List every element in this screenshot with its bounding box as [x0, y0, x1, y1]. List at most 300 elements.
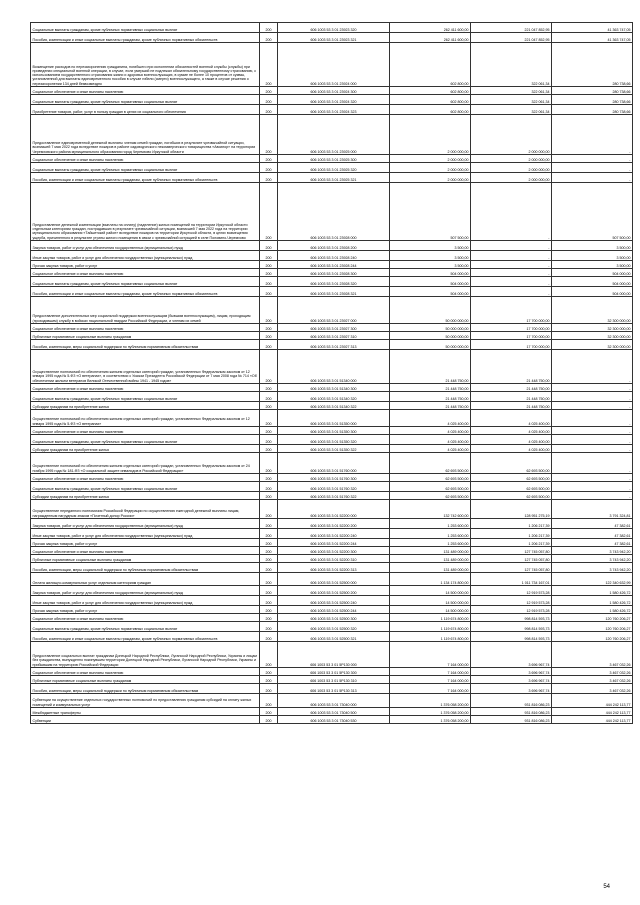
row-code: 200	[260, 586, 278, 596]
row-remainder: -	[552, 410, 633, 427]
row-executed: 4 025 400,00	[471, 435, 552, 445]
row-name: Субвенции на осуществление отдельных государственных полномочий по предоставлению гражданам субсидий на оплату жилых помещений и коммунальных услуг	[31, 694, 260, 708]
row-executed: -	[471, 277, 552, 287]
row-code: 200	[260, 241, 278, 251]
row-approved: 4 025 400,00	[390, 445, 471, 453]
row-remainder: 1 580 426,72	[552, 606, 633, 614]
row-name: Пособия, компенсации, меры социальной поддержки по публичным нормативным обязательствам	[31, 563, 260, 573]
row-name: Осуществление переданного полномочия Российской Федерации по осуществлению ежегодной денежной выплаты лицам, награжденным нагрудным знаком «Почетный донор России»	[31, 500, 260, 519]
table-row	[31, 606, 633, 614]
row-remainder: 3 743 942,20	[552, 547, 633, 555]
row-code: 200	[260, 410, 278, 427]
table-row	[31, 95, 633, 105]
row-name: Субсидии гражданам на приобретение жилья	[31, 445, 260, 453]
table-row	[31, 716, 633, 724]
row-code: 200	[260, 632, 278, 642]
row-executed: 1 011 734 167,01	[471, 573, 552, 586]
row-kbk: 606 1003 53 3 01 23928 200	[278, 241, 390, 251]
row-code: 200	[260, 676, 278, 684]
row-remainder: 3 467 032,26	[552, 668, 633, 676]
row-remainder: -	[552, 453, 633, 474]
table-row	[31, 453, 633, 474]
row-kbk: 606 1003 53 3 01 51760 320	[278, 482, 390, 492]
row-code: 200	[260, 573, 278, 586]
row-name: Социальное обеспечение и иные выплаты населению	[31, 668, 260, 676]
row-approved: 602 800,00	[390, 95, 471, 105]
table-row	[31, 392, 633, 402]
row-kbk: 606 1003 53 3 01 52500 200	[278, 586, 390, 596]
row-executed: 2 000 000,00	[471, 163, 552, 173]
row-remainder: 504 000,00	[552, 277, 633, 287]
row-kbk: 606 1003 53 3 01 23928 000	[278, 183, 390, 241]
row-kbk: 606 1003 53 3 01 52500 244	[278, 606, 390, 614]
row-remainder: 280 738,66	[552, 105, 633, 115]
table-row	[31, 384, 633, 392]
table-row	[31, 668, 633, 676]
row-code: 200	[260, 492, 278, 500]
row-code: 200	[260, 43, 278, 87]
row-kbk: 606 1003 53 3 01 52200 313	[278, 563, 390, 573]
table-row	[31, 155, 633, 163]
row-name: Возмещение расходов по перезахоронению гражданина, погибшего при исполнении обязанностей военной службы (службы) при проведении специальной военной операции, в случае, если умерший не подлежал обязательному государственному страхованию, с использованием государственного страхования жизни и здоровья военнослужащих, в сумме не более 10 процентов от суммы, установленной для выплаты единовременного пособия в случае гибели (смерти) военнослужащего, а также в случае решения о перезахоронении 134 дней безвозмездно	[31, 43, 260, 87]
row-name: Социальные выплаты гражданам, кроме публичных нормативных социальных выплат	[31, 622, 260, 632]
row-code: 200	[260, 183, 278, 241]
row-code: 200	[260, 163, 278, 173]
table-row	[31, 529, 633, 539]
table-row	[31, 519, 633, 529]
row-kbk: 606 1003 53 3 01 23923 321	[278, 33, 390, 43]
row-executed: 2 000 000,00	[471, 173, 552, 183]
row-name: Пособия, компенсации, меры социальной поддержки по публичным нормативным обязательствам	[31, 684, 260, 694]
row-name: Социальные выплаты гражданам, кроме публичных нормативных социальных выплат	[31, 23, 260, 33]
row-kbk: 606 1003 53 3 01 51340 300	[278, 384, 390, 392]
row-executed: 3 696 967,74	[471, 642, 552, 668]
row-executed: 62 693 500,00	[471, 492, 552, 500]
table-body	[31, 23, 633, 724]
row-remainder: 3 467 032,26	[552, 684, 633, 694]
row-executed: 12 919 573,28	[471, 596, 552, 606]
row-code: 200	[260, 384, 278, 392]
row-code: 200	[260, 453, 278, 474]
row-executed: -	[471, 251, 552, 261]
row-kbk: 606 1003 53 3 01 23928 300	[278, 269, 390, 277]
table-row	[31, 402, 633, 410]
row-approved: 131 489 000,00	[390, 547, 471, 555]
row-code: 200	[260, 297, 278, 324]
table-row	[31, 269, 633, 277]
row-remainder: 3 743 942,20	[552, 555, 633, 563]
row-kbk: 606 1003 53 3 01 23924 000	[278, 43, 390, 87]
row-executed: 127 745 057,80	[471, 547, 552, 555]
row-executed: -	[471, 287, 552, 297]
row-remainder: 3 743 942,20	[552, 563, 633, 573]
row-remainder: 280 738,66	[552, 43, 633, 87]
row-executed: 21 448 750,00	[471, 402, 552, 410]
row-kbk: 606 1003 53 3 01 52500 300	[278, 614, 390, 622]
row-approved: 2 000 000,00	[390, 173, 471, 183]
row-code: 200	[260, 23, 278, 33]
row-name: Субсидии гражданам на приобретение жилья	[31, 402, 260, 410]
row-kbk: 606 1003 53 3 01 23923 320	[278, 23, 390, 33]
row-approved: 3 500,00	[390, 261, 471, 269]
row-kbk: 606 1003 53 3 01 5Р130 310	[278, 676, 390, 684]
row-executed: 3 696 967,74	[471, 668, 552, 676]
row-kbk: 606 1003 53 3 01 51760 300	[278, 474, 390, 482]
row-approved: 262 411 600,00	[390, 23, 471, 33]
row-code: 200	[260, 95, 278, 105]
row-kbk: 606 1003 53 3 01 23925 000	[278, 115, 390, 155]
table-row	[31, 105, 633, 115]
table-row	[31, 324, 633, 332]
row-remainder: 32 300 000,00	[552, 324, 633, 332]
row-approved: 50 000 000,00	[390, 324, 471, 332]
table-row	[31, 596, 633, 606]
row-remainder: 507 500,00	[552, 183, 633, 241]
row-approved: 7 164 000,00	[390, 684, 471, 694]
row-name: Предоставление единовременной денежной выплаты членам семей граждан, погибших в результате чрезвычайной ситуации, возникшей 7 мая 2022 года вследствие пожаров в районе садоводческого некоммерческого товарищества «Авиатор» на территории Черемховского района муниципального образования город Черемхово Иркутской области	[31, 115, 260, 155]
row-remainder: 504 000,00	[552, 287, 633, 297]
row-name: Закупка товаров, работ и услуг для обеспечения государственных (муниципальных) нужд	[31, 586, 260, 596]
table-row	[31, 547, 633, 555]
row-executed: 3 696 967,74	[471, 676, 552, 684]
row-remainder: 3 467 032,26	[552, 676, 633, 684]
row-kbk: 606 1003 53 3 01 52500 321	[278, 632, 390, 642]
row-name: Осуществление полномочий по обеспечению жильем отдельных категорий граждан, установленных Федеральным законом от 24 ноября 1995 года № 181-ФЗ «О социальной защите инвалидов в Российской Федерации»	[31, 453, 260, 474]
row-kbk: 606 1003 53 3 01 23924 300	[278, 87, 390, 95]
page-number: 54	[603, 884, 610, 890]
row-code: 200	[260, 350, 278, 384]
row-name: Социальные выплаты гражданам, кроме публичных нормативных социальных выплат	[31, 482, 260, 492]
row-remainder: 3 467 032,26	[552, 642, 633, 668]
table-row	[31, 676, 633, 684]
table-row	[31, 297, 633, 324]
row-approved: 504 000,00	[390, 269, 471, 277]
row-code: 200	[260, 115, 278, 155]
table-row	[31, 332, 633, 340]
table-row	[31, 410, 633, 427]
row-approved: 2 000 000,00	[390, 115, 471, 155]
row-name: Закупка товаров, работ и услуг для обеспечения государственных (муниципальных) нужд	[31, 519, 260, 529]
row-kbk: 606 1003 53 3 01 52200 244	[278, 539, 390, 547]
row-approved: 7 164 000,00	[390, 642, 471, 668]
row-name: Осуществление полномочий по обеспечению жильем отдельных категорий граждан, установленных Федеральным законом от 12 января 1995 года № 5-ФЗ «О ветеранах»	[31, 410, 260, 427]
row-remainder: -	[552, 173, 633, 183]
row-code: 200	[260, 173, 278, 183]
row-kbk: 606 1003 53 3 01 23927 313	[278, 340, 390, 350]
row-code: 200	[260, 402, 278, 410]
row-executed: 17 700 000,00	[471, 332, 552, 340]
row-executed: 4 025 400,00	[471, 445, 552, 453]
row-code: 200	[260, 324, 278, 332]
row-name: Предоставление дополнительных мер социальной поддержки военнослужащим (бывшим военнослужащим), лицам, проходящим (проходившим) службу в войсках национальной гвардии Российской Федерации, и членам их семей	[31, 297, 260, 324]
row-approved: 2 000 000,00	[390, 155, 471, 163]
row-name: Пособия, компенсации, меры социальной поддержки по публичным нормативным обязательствам	[31, 340, 260, 350]
row-executed: 322 061,34	[471, 95, 552, 105]
row-approved: 4 025 400,00	[390, 435, 471, 445]
row-remainder: -	[552, 435, 633, 445]
row-name: Социальное обеспечение и иные выплаты населению	[31, 474, 260, 482]
row-kbk: 606 1003 53 3 01 23928 244	[278, 261, 390, 269]
table-row	[31, 427, 633, 435]
row-remainder: -	[552, 482, 633, 492]
row-name: Межбюджетные трансферты	[31, 708, 260, 716]
row-code: 200	[260, 435, 278, 445]
row-remainder: 47 382,61	[552, 529, 633, 539]
row-approved: 1 134 174 800,00	[390, 573, 471, 586]
row-approved: 50 000 000,00	[390, 340, 471, 350]
row-name: Пособия, компенсации и иные социальные выплаты гражданам, кроме публичных нормативных обязательств	[31, 173, 260, 183]
row-name: Пособия, компенсации и иные социальные выплаты гражданам, кроме публичных нормативных обязательств	[31, 632, 260, 642]
row-approved: 62 693 500,00	[390, 474, 471, 482]
row-code: 200	[260, 716, 278, 724]
row-approved: 132 742 600,00	[390, 500, 471, 519]
table-row	[31, 474, 633, 482]
row-remainder: 504 000,00	[552, 269, 633, 277]
row-kbk: 606 1003 53 3 01 52200 240	[278, 529, 390, 539]
row-kbk: 606 1003 53 3 01 23927 310	[278, 332, 390, 340]
row-executed: -	[471, 261, 552, 269]
table-row	[31, 642, 633, 668]
row-remainder: 120 760 206,27	[552, 632, 633, 642]
row-name: Пособия, компенсации и иные социальные выплаты гражданам, кроме публичных нормативных обязательств	[31, 33, 260, 43]
row-code: 200	[260, 392, 278, 402]
row-name: Социальные выплаты гражданам, кроме публичных нормативных социальных выплат	[31, 163, 260, 173]
row-kbk: 606 1003 53 3 01 5Р130 300	[278, 668, 390, 676]
row-executed: 4 025 400,00	[471, 410, 552, 427]
row-name: Публичные нормативные социальные выплаты гражданам	[31, 555, 260, 563]
row-code: 200	[260, 555, 278, 563]
row-executed: -	[471, 241, 552, 251]
row-name: Прочая закупка товаров, работ и услуг	[31, 261, 260, 269]
table-row	[31, 632, 633, 642]
row-executed: 998 814 593,73	[471, 632, 552, 642]
row-kbk: 606 1003 53 3 01 52500 320	[278, 622, 390, 632]
row-name: Субвенции	[31, 716, 260, 724]
row-approved: 1 119 674 800,00	[390, 614, 471, 622]
row-remainder: -	[552, 392, 633, 402]
table-row	[31, 684, 633, 694]
row-kbk: 606 1003 53 3 01 52200 000	[278, 500, 390, 519]
row-remainder: 3 500,00	[552, 261, 633, 269]
row-name: Социальное обеспечение и иные выплаты населению	[31, 87, 260, 95]
row-name: Субсидии гражданам на приобретение жилья	[31, 492, 260, 500]
table-row	[31, 251, 633, 261]
row-kbk: 606 1003 53 3 01 23924 320	[278, 95, 390, 105]
row-code: 200	[260, 539, 278, 547]
row-approved: 1 253 600,00	[390, 529, 471, 539]
row-code: 200	[260, 269, 278, 277]
row-code: 200	[260, 614, 278, 622]
table-row	[31, 539, 633, 547]
row-code: 200	[260, 547, 278, 555]
row-kbk: 606 1003 53 3 01 23927 300	[278, 324, 390, 332]
row-kbk: 606 1003 53 3 01 51760 000	[278, 453, 390, 474]
row-kbk: 606 1003 53 3 01 23928 320	[278, 277, 390, 287]
row-kbk: 606 1003 53 3 01 23925 320	[278, 163, 390, 173]
row-remainder: 120 760 206,27	[552, 614, 633, 622]
row-remainder: 41 363 747,05	[552, 23, 633, 33]
row-approved: 602 800,00	[390, 87, 471, 95]
row-approved: 21 448 750,00	[390, 350, 471, 384]
row-code: 200	[260, 622, 278, 632]
row-kbk: 606 1003 53 3 01 51340 322	[278, 402, 390, 410]
row-name: Социальное обеспечение и иные выплаты населению	[31, 614, 260, 622]
row-name: Публичные нормативные социальные выплаты гражданам	[31, 332, 260, 340]
row-kbk: 606 1003 53 3 01 52500 000	[278, 573, 390, 586]
row-remainder: -	[552, 163, 633, 173]
row-remainder: -	[552, 492, 633, 500]
table-row	[31, 87, 633, 95]
table-row	[31, 287, 633, 297]
row-remainder: -	[552, 474, 633, 482]
row-name: Социальные выплаты гражданам, кроме публичных нормативных социальных выплат	[31, 435, 260, 445]
row-executed: 322 061,34	[471, 87, 552, 95]
row-name: Социальное обеспечение и иные выплаты населению	[31, 427, 260, 435]
row-name: Социальное обеспечение и иные выплаты населению	[31, 547, 260, 555]
row-approved: 21 448 750,00	[390, 392, 471, 402]
table-row	[31, 708, 633, 716]
row-kbk: 606 1003 53 3 01 52200 200	[278, 519, 390, 529]
row-code: 200	[260, 529, 278, 539]
row-name: Закупка товаров, работ и услуг для обеспечения государственных (муниципальных) нужд	[31, 241, 260, 251]
row-approved: 262 411 600,00	[390, 33, 471, 43]
row-approved: 62 693 500,00	[390, 453, 471, 474]
row-code: 200	[260, 708, 278, 716]
table-row	[31, 445, 633, 453]
table-row	[31, 33, 633, 43]
table-row	[31, 115, 633, 155]
row-approved: 4 025 400,00	[390, 410, 471, 427]
row-name: Социальные выплаты гражданам, кроме публичных нормативных социальных выплат	[31, 392, 260, 402]
row-name: Предоставление социальных выплат гражданам Донецкой Народной Республики, Луганской Народной Республики, Украины и лицам без гражданства, вынужденно покинувшим территории Донецкой Народной Республики, Луганской Народной Республики, Украины и прибывшим на территорию Российской Федерации	[31, 642, 260, 668]
row-approved: 1 376 058 200,00	[390, 708, 471, 716]
table-row	[31, 350, 633, 384]
row-executed: -	[471, 183, 552, 241]
row-name: Иные закупки товаров, работ и услуг для обеспечения государственных (муниципальных) нужд	[31, 596, 260, 606]
row-executed: 931 816 086,23	[471, 708, 552, 716]
table-row	[31, 622, 633, 632]
row-approved: 1 119 674 800,00	[390, 622, 471, 632]
row-kbk: 606 1003 53 3 01 23924 323	[278, 105, 390, 115]
row-remainder: 444 242 113,77	[552, 716, 633, 724]
row-approved: 50 000 000,00	[390, 332, 471, 340]
row-executed: 1 206 217,39	[471, 519, 552, 529]
row-approved: 602 800,00	[390, 43, 471, 87]
row-name: Социальное обеспечение и иные выплаты населению	[31, 155, 260, 163]
table-row	[31, 261, 633, 269]
row-executed: 17 700 000,00	[471, 340, 552, 350]
row-remainder: 1 580 426,72	[552, 596, 633, 606]
row-name: Социальные выплаты гражданам, кроме публичных нормативных социальных выплат	[31, 277, 260, 287]
row-approved: 2 000 000,00	[390, 163, 471, 173]
row-remainder: 120 760 206,27	[552, 622, 633, 632]
row-code: 200	[260, 563, 278, 573]
row-approved: 4 025 400,00	[390, 427, 471, 435]
row-kbk: 606 1003 53 3 01 52200 300	[278, 547, 390, 555]
row-approved: 14 500 000,00	[390, 586, 471, 596]
table-row	[31, 500, 633, 519]
row-approved: 3 500,00	[390, 251, 471, 261]
row-executed: 4 025 400,00	[471, 427, 552, 435]
row-executed: 931 816 086,23	[471, 716, 552, 724]
row-code: 200	[260, 482, 278, 492]
row-remainder: 444 242 113,77	[552, 694, 633, 708]
row-kbk: 606 1003 53 3 01 52500 240	[278, 596, 390, 606]
row-kbk: 606 1003 53 3 01 51760 322	[278, 492, 390, 500]
budget-execution-table-container	[30, 22, 631, 724]
row-code: 200	[260, 105, 278, 115]
row-code: 200	[260, 684, 278, 694]
row-kbk: 606 1003 53 3 01 73040 500	[278, 708, 390, 716]
row-kbk: 606 1003 53 3 01 23928 240	[278, 251, 390, 261]
row-name: Пособия, компенсации и иные социальные выплаты гражданам, кроме публичных нормативных обязательств	[31, 287, 260, 297]
row-executed: 62 693 500,00	[471, 453, 552, 474]
row-remainder: 3 791 324,81	[552, 500, 633, 519]
row-remainder: 122 340 632,99	[552, 573, 633, 586]
row-kbk: 606 1003 53 3 01 52200 310	[278, 555, 390, 563]
row-executed: 1 206 217,39	[471, 539, 552, 547]
row-remainder: -	[552, 402, 633, 410]
row-executed: 17 700 000,00	[471, 324, 552, 332]
table-row	[31, 614, 633, 622]
table-row	[31, 435, 633, 445]
budget-execution-table	[30, 22, 633, 724]
row-code: 200	[260, 332, 278, 340]
row-code: 200	[260, 33, 278, 43]
row-approved: 14 500 000,00	[390, 596, 471, 606]
row-executed: 221 047 852,95	[471, 33, 552, 43]
row-executed: 21 448 750,00	[471, 384, 552, 392]
table-row	[31, 183, 633, 241]
table-row	[31, 23, 633, 33]
row-remainder: 280 738,66	[552, 95, 633, 105]
row-executed: 322 061,34	[471, 105, 552, 115]
row-approved: 504 000,00	[390, 277, 471, 287]
row-approved: 1 119 674 800,00	[390, 632, 471, 642]
row-executed: 12 919 573,28	[471, 606, 552, 614]
table-row	[31, 586, 633, 596]
row-remainder: 32 300 000,00	[552, 340, 633, 350]
row-kbk: 606 1003 53 3 01 51340 000	[278, 350, 390, 384]
row-name: Иные закупки товаров, работ и услуг для обеспечения государственных (муниципальных) нужд	[31, 529, 260, 539]
row-name: Социальное обеспечение и иные выплаты населению	[31, 384, 260, 392]
table-row	[31, 340, 633, 350]
row-kbk: 606 1003 53 3 01 73040 000	[278, 694, 390, 708]
table-row	[31, 173, 633, 183]
row-remainder: 32 300 000,00	[552, 297, 633, 324]
row-executed: 62 693 500,00	[471, 474, 552, 482]
row-code: 200	[260, 155, 278, 163]
row-name: Приобретение товаров, работ, услуг в пользу граждан в целях их социального обеспечения	[31, 105, 260, 115]
row-executed: 21 448 750,00	[471, 392, 552, 402]
row-approved: 7 164 000,00	[390, 668, 471, 676]
row-remainder: 32 300 000,00	[552, 332, 633, 340]
row-approved: 3 500,00	[390, 241, 471, 251]
row-code: 200	[260, 668, 278, 676]
row-name: Публичные нормативные социальные выплаты гражданам	[31, 676, 260, 684]
row-code: 200	[260, 427, 278, 435]
row-approved: 62 693 500,00	[390, 482, 471, 492]
row-executed: 2 000 000,00	[471, 155, 552, 163]
row-kbk: 606 1003 53 3 01 73040 530	[278, 716, 390, 724]
row-code: 200	[260, 277, 278, 287]
row-kbk: 606 1003 53 3 01 23927 000	[278, 297, 390, 324]
row-executed: 322 061,34	[471, 43, 552, 87]
row-executed: 21 448 750,00	[471, 350, 552, 384]
table-row	[31, 277, 633, 287]
row-approved: 62 693 500,00	[390, 492, 471, 500]
row-remainder: 444 242 113,77	[552, 708, 633, 716]
